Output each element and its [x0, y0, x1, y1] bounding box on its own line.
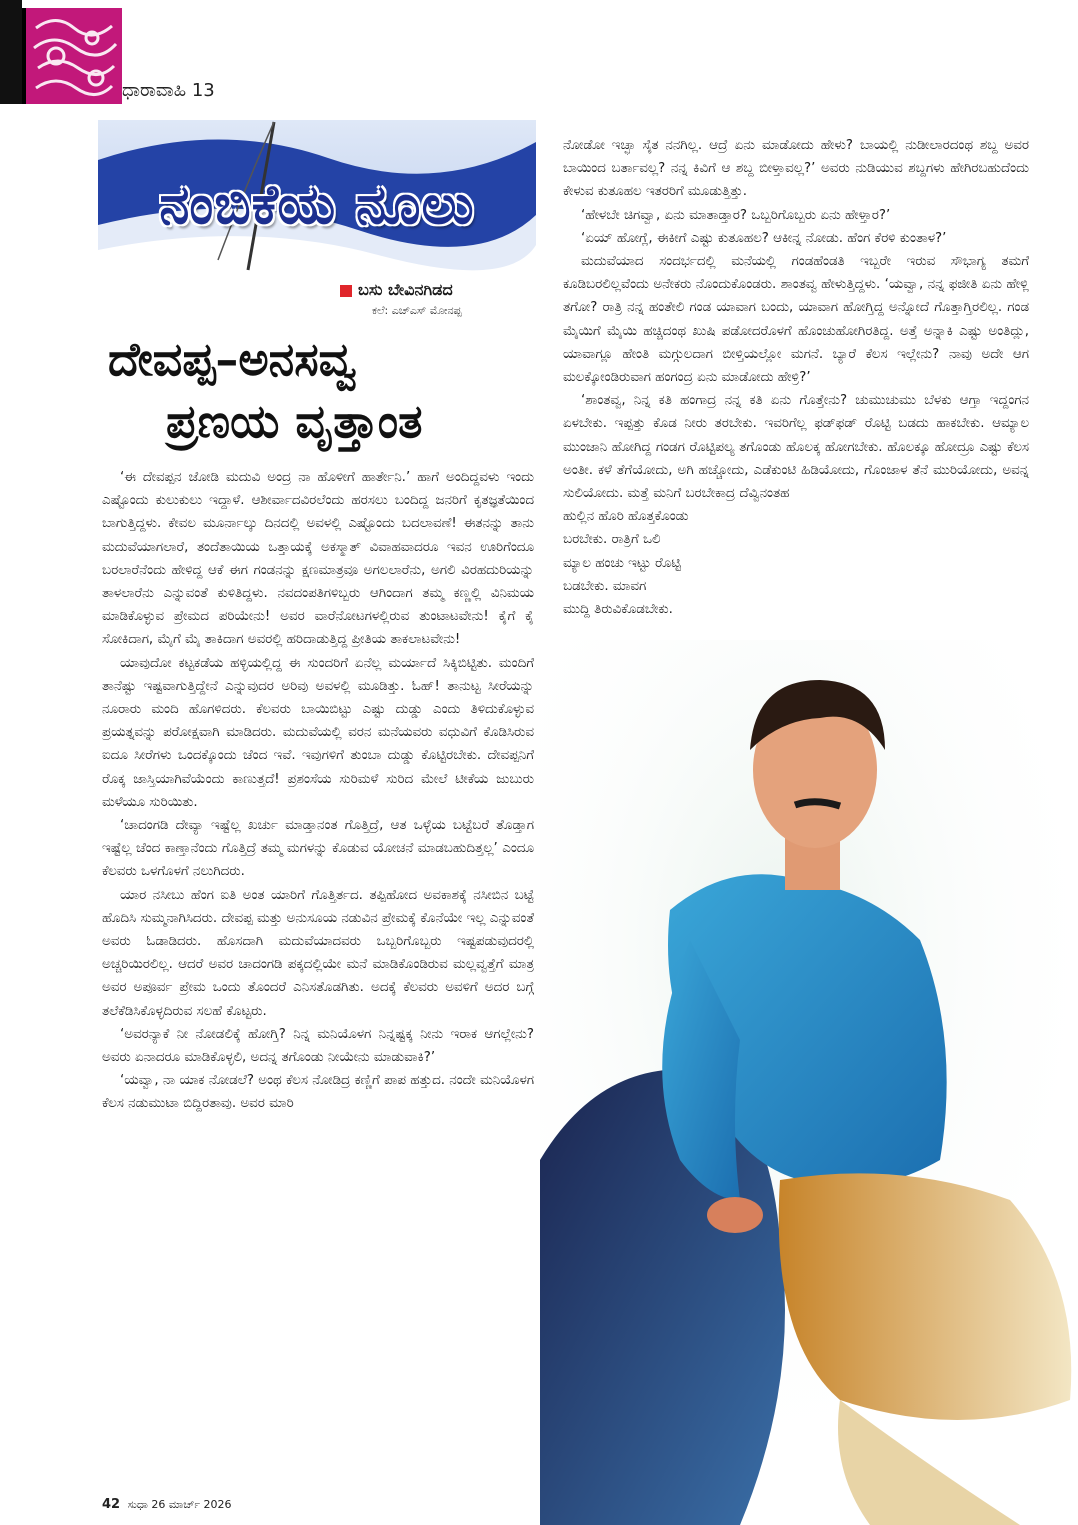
right-text-column: [563, 134, 1029, 621]
paragraph: ‘ಏಯ್ ಹೋಗ್ಲೆ, ಈಕೀಗೆ ಎಷ್ಟು ಕುತೂಹಲ? ಆಕೀನ್ನ ನೋಡು. ಹೆಂಗ ಕೆರಳಿ ಕುಂತಾಳ?’: [581, 230, 947, 246]
text-line: ಬಡಬೇಕು. ಮಾವಗ: [563, 578, 647, 594]
text-line: ಮ್ಯಾಲ ಹಂಚು ಇಟ್ಟು ರೊಟ್ಟಿ: [563, 555, 681, 571]
edge-tab: [0, 0, 22, 104]
section-label: ಧಾರಾವಾಹಿ 13: [122, 80, 215, 101]
text-line: ಮುದ್ದಿ ತಿರುವಿಕೊಡಬೇಕು.: [563, 602, 673, 618]
paragraph: ‘ಈ ದೇವಪ್ಪನ ಜೋಡಿ ಮದುವಿ ಅಂದ್ರ ನಾ ಹೊಳೀಗೆ ಹಾರ್ತೇನಿ.’ ಹಾಗೆ ಅಂದಿದ್ದವಳು ಇಂದು ಎಷ್ಟೊಂದು ಕುಲುಕುಲು ಇದ್ದಾಳೆ. ಆಶೀರ್ವಾದವಿರಲೆಂದು ಹರಸಲು ಬಂದಿದ್ದ ಜನರಿಗೆ ಕೃತಜ್ಞತೆಯಿಂದ ಬಾಗುತ್ತಿದ್ದಳು. ಕೇವಲ ಮೂರ್ನಾಲ್ಕು ದಿನದಲ್ಲಿ ಅವಳಲ್ಲಿ ಎಷ್ಟೊಂದು ಬದಲಾವಣೆ! ಈತನನ್ನು ತಾನು ಮದುವೆಯಾಗಲಾರೆ, ತಂದೆತಾಯಿಯ ಒತ್ತಾಯಕ್ಕೆ ಅಕಸ್ಮಾತ್ ವಿವಾಹವಾದರೂ ಇವನ ಊರಿಗೆಂದೂ ಬರಲಾರೆನೆಂದು ಹೇಳಿದ್ದ ಆಕೆ ಈಗ ಗಂಡನನ್ನು ಕ್ಷಣಮಾತ್ರವೂ ಅಗಲಲಾರೆನು, ಅಗಲಿ ವಿರಹದುರಿಯನ್ನು ತಾಳಲಾರೆನು ಎನ್ನುವಂತೆ ಕುಳಿತಿದ್ದಳು. ನವದಂಪತಿಗಳಿಬ್ಬರು ಆಗಿಂದಾಗ ತಮ್ಮ ಕಣ್ಣಲ್ಲಿ ವಿನಿಮಯ ಮಾಡಿಕೊಳ್ಳುವ ಪ್ರೇಮದ ಪರಿಯೇನು! ಅವರ ವಾರೆನೋಟಗಳಲ್ಲಿರುವ ತುಂಟಾಟವೇನು! ಕೈಗೆ ಕೈ ಸೋಕಿದಾಗ, ಮೈಗೆ ಮೈ ತಾಕಿದಾಗ ಅವರಲ್ಲಿ ಹರಿದಾಡುತ್ತಿದ್ದ ಪ್ರೀತಿಯ ತಾಕಲಾಟವೇನು!: [102, 470, 534, 648]
text-line: ಬರಬೇಕು. ರಾತ್ರಿಗೆ ಒಲಿ: [563, 532, 661, 548]
paragraph: ಯಾವುದೋ ಕಟ್ಟಕಡೆಯ ಹಳ್ಳಿಯಲ್ಲಿದ್ದ ಈ ಸುಂದರಿಗೆ ಏನೆಲ್ಲ ಮರ್ಯಾದೆ ಸಿಕ್ಕಿಬಿಟ್ಟಿತು. ಮಂದಿಗೆ ತಾನೆಷ್ಟು ಇಷ್ಟವಾಗುತ್ತಿದ್ದೇನೆ ಎನ್ನುವುದರ ಅರಿವು ಅವಳಲ್ಲಿ ಮೂಡಿತ್ತು. ಓಹ್! ತಾನುಟ್ಟ ಸೀರೆಯನ್ನು ನೂರಾರು ಮಂದಿ ಹೊಗಳಿದರು. ಕೆಲವರು ಬಾಯಿಬಿಟ್ಟು ಎಷ್ಟು ದುಡ್ಡು ಎಂದು ತಿಳಿದುಕೊಳ್ಳುವ ಪ್ರಯತ್ನವನ್ನು ಪರೋಕ್ಷವಾಗಿ ಮಾಡಿದರು. ಮದುವೆಯಲ್ಲಿ ವರನ ಮನೆಯವರು ವಧುವಿಗೆ ಕೊಡಿಸಿರುವ ಐದೂ ಸೀರೆಗಳು ಒಂದಕ್ಕೊಂದು ಚೆಂದ ಇವೆ. ಇವುಗಳಿಗೆ ತುಂಬಾ ದುಡ್ಡು ಕೊಟ್ಟಿರಬೇಕು. ದೇವಪ್ಪನಿಗೆ ರೊಕ್ಕ ಜಾಸ್ತಿಯಾಗಿವೆಯೆಂದು ಕಾಣುತ್ತದೆ! ಪ್ರಶಂಸೆಯ ಸುರಿಮಳೆ ಸುರಿದ ಮೇಲೆ ಟೀಕೆಯ ಜುಬುರು ಮಳೆಯೂ ಸುರಿಯಿತು.: [102, 655, 534, 810]
series-title-banner: [98, 120, 536, 280]
issue-info: ಸುಧಾ 26 ಮಾರ್ಚ್ 2026: [127, 1498, 232, 1511]
left-text-column: [102, 466, 534, 1116]
art-credit: ಕಲೆ: ಎಚ್‌ಎಸ್ ಮೋನಪ್ಪ: [372, 304, 462, 317]
paragraph: ‘ಅವರನ್ಯಾಕೆ ನೀ ನೋಡಲಿಕ್ಕೆ ಹೋಗ್ತಿ? ನಿನ್ನ ಮನಿಯೊಳಗ ನಿನ್ನಷ್ಟಕ್ಕ ನೀನು ಇರಾಕ ಆಗಲ್ಲೇನು? ಅವರು ಏನಾದರೂ ಮಾಡಿಕೊಳ್ಳಲಿ, ಅದನ್ನ ತಗೊಂಡು ನೀಯೇನು ಮಾಡುವಾಕಿ?’: [102, 1026, 534, 1066]
headline-line-2: ಪ್ರಣಯ ವೃತ್ತಾಂತ: [166, 394, 423, 448]
text-line: ಹುಲ್ಲಿನ ಹೊರಿ ಹೊತ್ತಕೊಂಡು: [563, 509, 689, 525]
paragraph: ‘ಯವ್ವಾ, ನಾ ಯಾಕ ನೋಡಲೆ? ಅಂಥ ಕೆಲಸ ನೋಡಿದ್ರ ಕಣ್ಣಿಗೆ ಪಾಪ ಹತ್ತುದ. ನಂದೇ ಮನಿಯೊಳಗ ಕೆಲಸ ನಡುಮುಟಾ ಬಿದ್ದಿರತಾವು. ಅವರ ಮಾರಿ: [102, 1073, 534, 1112]
paragraph: ‘ಹೇಳಬೇ ಚಿಗವ್ವಾ, ಏನು ಮಾತಾಡ್ತಾರ? ಒಬ್ಬರಿಗೊಬ್ಬರು ಏನು ಹೇಳ್ತಾರ?’: [581, 207, 891, 223]
page-number: 42: [102, 1497, 121, 1512]
man-in-blue-shirt-illustration: [540, 640, 1078, 1525]
article-headline: [108, 328, 538, 452]
wrapped-text: [563, 505, 723, 621]
series-logo-icon: [22, 8, 122, 104]
paragraph: ನೋಡೋ ಇಚ್ಛಾ ಸೈತ ನನಗಿಲ್ಲ. ಆದ್ರೆ ಏನು ಮಾಡೋದು ಹೇಳು? ಬಾಯಲ್ಲಿ ನುಡೀಲಾರದಂಥ ಶಬ್ದ ಅವರ ಬಾಯಿಂದ ಬರ್ತಾವಲ್ಲ? ನನ್ನ ಕಿವಿಗೆ ಆ ಶಬ್ದ ಬೀಳ್ತಾವಲ್ಲ?’ ಅವರು ನುಡಿಯುವ ಶಬ್ದಗಳು ಹೇಗಿರಬಹುದೆಂದು ಕೇಳುವ ಕುತೂಹಲ ಇತರರಿಗೆ ಮೂಡುತ್ತಿತ್ತು.: [563, 138, 1029, 200]
author-byline: [340, 280, 453, 300]
author-name: ಬಸು ಬೇವಿನಗಿಡದ: [358, 280, 453, 299]
paragraph: ‘ಶಾಂತವ್ವ, ನಿನ್ನ ಕತಿ ಹಂಗಾದ್ರ ನನ್ನ ಕತಿ ಏನು ಗೊತ್ತೇನು? ಚುಮುಚುಮು ಬೆಳಕು ಆಗ್ತಾ ಇದ್ದಂಗನ ಏಳಬೇಕು. ಇಪ್ಪತ್ತು ಕೊಡ ನೀರು ತರಬೇಕು. ಇವರಿಗೆಲ್ಲ ಫಡ್‌ಫಡ್ ರೊಟ್ಟಿ ಬಡದು ಹಾಕಬೇಕು. ಆಮ್ಯಾಲ ಮುಂಜಾನಿ ಹೋಗಿದ್ದ ಗಂಡಗ ರೊಟ್ಟಿಪಲ್ಯ ತಗೊಂಡು ಹೊಲಕ್ಕ ಹೋಗಬೇಕು. ಹೊಲಕ್ಕೂ ಹೋದ್ರೂ ಎಷ್ಟು ಕೆಲಸ ಅಂತೀ. ಕಳೆ ತೆಗೆಯೋದು, ಅಗಿ ಹಚ್ಚೋದು, ಎಡೆಕುಂಟಿ ಹಿಡಿಯೋದು, ಗೊಂಜಾಳ ತೆನೆ ಮುರಿಯೋದು, ಅವನ್ನ ಸುಲಿಯೋದು. ಮತ್ತೆ ಮನಿಗೆ ಬರಬೇಕಾದ್ರ ದೆವ್ವಿನಂತಹ: [563, 393, 1029, 502]
bullet-marker: [340, 285, 352, 297]
paragraph: ಮದುವೆಯಾದ ಸಂದರ್ಭದಲ್ಲಿ ಮನೆಯಲ್ಲಿ ಗಂಡಹೆಂಡತಿ ಇಬ್ಬರೇ ಇರುವ ಸೌಭಾಗ್ಯ ತಮಗೆ ಕೂಡಿಬರಲಿಲ್ಲವೆಂದು ಅನೇಕರು ನೊಂದುಕೊಂಡರು. ಶಾಂತವ್ವ ಹೇಳುತ್ತಿದ್ದಳು. ‘ಯವ್ವಾ, ನನ್ನ ಫಜೀತಿ ಏನು ಹೇಳ್ಲಿ ತಗೋ? ರಾತ್ರಿ ನನ್ನ ಹಂತೇಲಿ ಗಂಡ ಯಾವಾಗ ಬಂದು, ಯಾವಾಗ ಹೋಗ್ತಿದ್ದ ಅನ್ನೋದೆ ಗೊತ್ತಾಗ್ತಿರಲಿಲ್ಲ. ಗಂಡ ಮೈಯಿಗೆ ಮೈಯಿ ಹಚ್ಚಿದಂಥ ಖುಷಿ ಪಡೋದರೊಳಗೆ ಹೊಂಚುಹೋಗಿರತಿದ್ದ. ಅತ್ತೆ ಅನ್ನಾಕಿ ಎಷ್ಟು ಅಂತಿದ್ಲು, ಯಾವಾಗ್ಲೂ ಹೇಂತಿ ಮಗ್ಗುಲದಾಗ ಬೀಳ್ತಿಯಲ್ಲೋ ಮಗನೆ. ಬ್ಯಾರೆ ಕೆಲಸ ಇಲ್ಲೇನು? ನಾವು ಅದೇ ಆಗ ಮಲಕ್ಕೋಂಡಿರುವಾಗ ಹಂಗಂದ್ರ ಏನು ಮಾಡೋದು ಹೇಳ್ರಿ?’: [563, 254, 1030, 386]
page-footer: [102, 1497, 232, 1512]
paragraph: ಯಾರ ನಸೀಬು ಹೆಂಗ ಐತಿ ಅಂತ ಯಾರಿಗೆ ಗೊತ್ತಿರ್ತದ. ತಪ್ಪಿಹೋದ ಅವಕಾಶಕ್ಕೆ ನಸೀಬಿನ ಬಟ್ಟೆ ಹೊದಿಸಿ ಸುಮ್ಮನಾಗಿಸಿದರು. ದೇವಪ್ಪ ಮತ್ತು ಅನುಸೂಯ ನಡುವಿನ ಪ್ರೇಮಕ್ಕೆ ಕೊನೆಯೇ ಇಲ್ಲ ಎನ್ನುವಂತೆ ಅವರು ಓಡಾಡಿದರು. ಹೊಸದಾಗಿ ಮದುವೆಯಾದವರು ಒಬ್ಬರಿಗೊಬ್ಬರು ಇಷ್ಟಪಡುವುದರಲ್ಲಿ ಅಚ್ಚರಿಯಿರಲಿಲ್ಲ. ಆದರೆ ಅವರ ಚಾದಂಗಡಿ ಪಕ್ಕದಲ್ಲಿಯೇ ಮನೆ ಮಾಡಿಕೊಂಡಿರುವ ಮಲ್ಲವ್ವತ್ತೆಗೆ ಮಾತ್ರ ಅವರ ಅಪೂರ್ವ ಪ್ರೇಮ ಒಂದು ತೊಂದರೆ ಎನಿಸತೊಡಗಿತು. ಅದಕ್ಕೆ ಕೆಲವರು ಅವಳಿಗೆ ಅದರ ಬಗ್ಗೆ ತಲೆಕೆಡಿಸಿಕೊಳ್ಳದಿರುವ ಸಲಹೆ ಕೊಟ್ಟರು.: [102, 887, 534, 1019]
series-title: ನಂಬಿಕೆಯ ನೂಲು: [159, 172, 475, 236]
paragraph: ‘ಚಾದಂಗಡಿ ದೇವ್ಯಾ ಇಷ್ಟೆಲ್ಲ ಖರ್ಚು ಮಾಡ್ತಾನಂತ ಗೊತ್ತಿದ್ರೆ, ಆತ ಒಳ್ಳೆಯ ಬಟ್ಟೆಬರೆ ತೊಡ್ತಾಗ ಇಷ್ಟೆಲ್ಲ ಚೆಂದ ಕಾಣ್ತಾನೆಂದು ಗೊತ್ತಿದ್ರೆ ತಮ್ಮ ಮಗಳನ್ನು ಕೊಡುವ ಯೋಚನೆ ಮಾಡಬಹುದಿತ್ತಲ್ಲ’ ಎಂದೂ ಕೆಲವರು ಒಳಗೊಳಗೆ ನಲುಗಿದರು.: [102, 818, 534, 880]
headline-line-1: ದೇವಪ್ಪ–ಅನಸವ್ವ: [108, 332, 357, 386]
